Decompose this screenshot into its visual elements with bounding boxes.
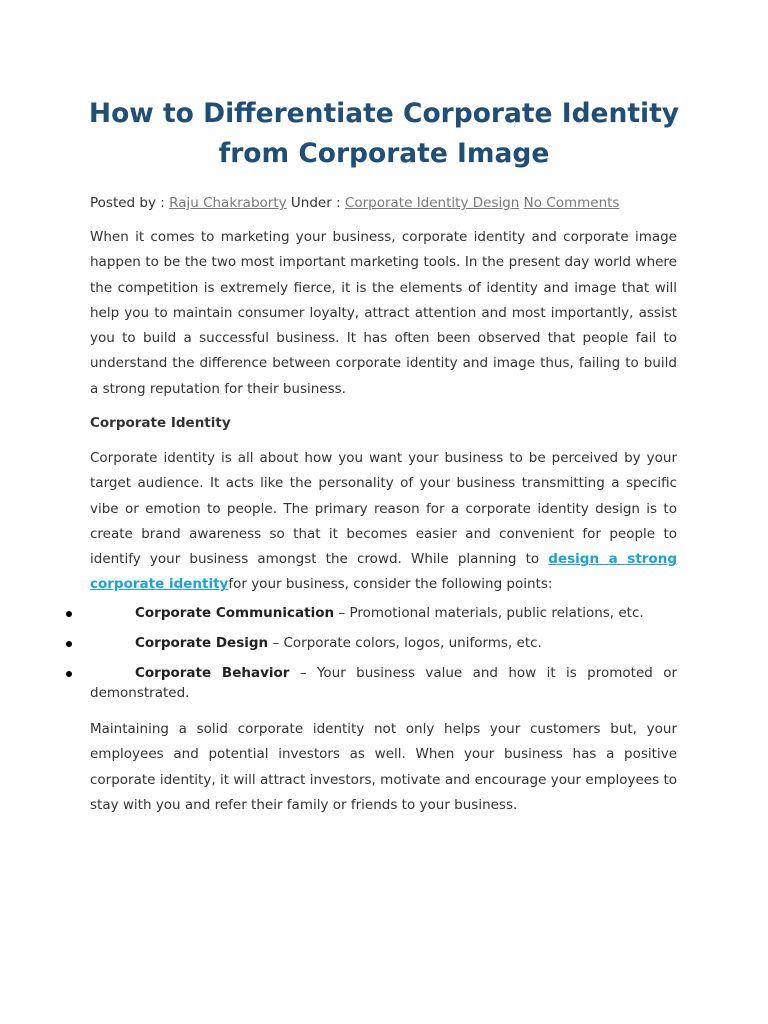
closing-paragraph: Maintaining a solid corporate identity not only helps your customers but, your employees and potential investors as well. When your business has a positive corporate identity, it will attract investors, motivate and encourage your employees to stay with you and refer their family or friends to your business. [90,721,677,813]
section-heading: Corporate Identity [90,415,231,431]
list-item-term: Corporate Communication [135,605,335,621]
list-item-desc: – Promotional materials, public relations, etc. [334,605,644,621]
list-item-term: Corporate Design [135,635,269,651]
section-paragraph [90,446,677,598]
list-item-desc: – Corporate colors, logos, uniforms, etc. [268,635,542,651]
comments-link[interactable]: No Comments [523,195,620,211]
list-item-text [90,603,677,623]
section-text-after-link: for your business, consider the following points: [228,576,553,593]
list-item-text [90,663,677,703]
list-item-text [90,633,677,653]
author-link[interactable]: Raju Chakraborty [169,195,287,211]
bullet-dot-icon [66,671,72,677]
design-identity-link[interactable]: design a strong corporate identity [90,551,677,593]
byline [90,193,680,213]
article-title [60,94,708,174]
list-item-desc: – Your business value and how it is promoted or demonstrated. [90,665,677,701]
section-text-before-link: Corporate identity is all about how you want your business to be perceived by your target audience. It acts like the personality of your business transmitting a specific vibe or emotion to people. The primary reason for a corporate identity design is to create brand awareness so that it becomes easier and convenient for people to identify your business amongst the crowd. While planning to [90,450,677,568]
intro-paragraph: When it comes to marketing your business, corporate identity and corporate image happen to be the two most important marketing tools. In the present day world where the competition is extremely fierce, it is the elements of identity and image that will help you to maintain consumer loyalty, attract attention and most importantly, assist you to build a successful business. It has often been observed that people fail to understand the difference between corporate identity and image thus, failing to build a strong reputation for their business. [90,229,677,397]
article-title-line-2: from Corporate Image [218,138,550,169]
category-link[interactable]: Corporate Identity Design [344,195,520,211]
list-item-term: Corporate Behavior [135,665,290,681]
posted-by-label: Posted by : [90,195,165,211]
bullet-dot-icon [66,641,72,647]
under-label: Under : [290,195,341,211]
bullet-dot-icon [66,611,72,617]
article-title-line-1: How to Differentiate Corporate Identity [88,98,680,129]
